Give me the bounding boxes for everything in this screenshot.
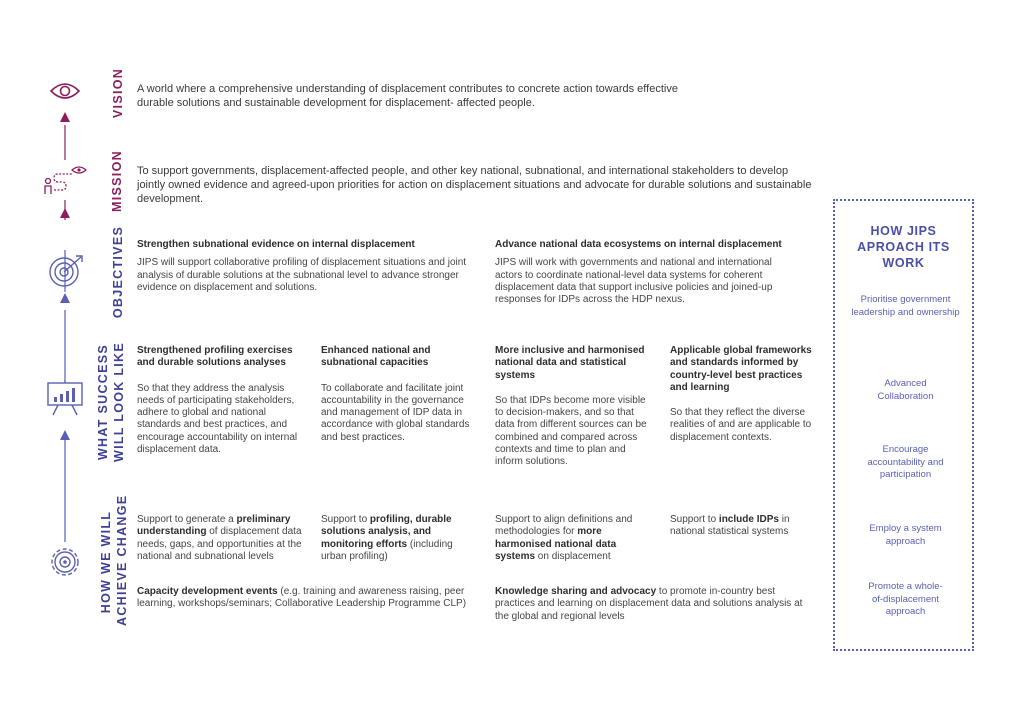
success-body: So that IDPs become more visible to decision-makers, and so that data from different sources can be combined and compared across contexts and time to plan and inform solutions. <box>495 394 647 468</box>
success-body: To collaborate and facilitate joint accountability in the governance and management of IDP data in accordance with global standards and best practices. <box>321 382 470 443</box>
presentation-chart-icon <box>46 380 84 416</box>
eye-icon <box>50 80 80 102</box>
objective-title: Strengthen subnational evidence on internal displacement <box>137 239 415 250</box>
row-label-mission: MISSION <box>110 150 124 212</box>
vision-text: A world where a comprehensive understanding of displacement contributes to concrete action towards effective durable solutions and sustainable development for displacement- affected people. <box>137 83 678 109</box>
success-body: So that they address the analysis needs of participating stakeholders, adhere to global and national standards and best practices, and encourage accountability on internal displacement data. <box>137 382 298 456</box>
success-title: Applicable global frameworks and standards informed by country-level best practices and learning <box>670 345 812 393</box>
approach-item: Employ a system approach <box>869 523 942 547</box>
success-4 <box>670 345 820 444</box>
objective-body: JIPS will work with governments and national and international actors to coordinate national-level data systems for coherent displacement data that support inclusive policies and joined-up responses for IDPs across the HDP nexus. <box>495 257 773 306</box>
gear-icon <box>46 543 84 581</box>
journey-icon <box>42 166 88 196</box>
progress-arrow-column <box>30 60 100 600</box>
row-label-vision: VISION <box>111 67 125 119</box>
change-3: Support to align definitions and methodologies for more harmonised national data systems on displacement <box>495 514 633 562</box>
approach-title: HOW JIPS APROACH ITS WORK <box>857 224 950 270</box>
change-bottom-1: Capacity development events (e.g. training and awareness raising, peer learning, workshops/seminars; Collaborative Leadership Programme CLP) <box>137 586 467 610</box>
change-1: Support to generate a preliminary understanding of displacement data needs, gaps, and opportunities at the national and subnational levels <box>137 514 302 562</box>
mission-text: To support governments, displacement-affected people, and other key national, subnational, and international stakeholders to develop jointly owned evidence and agreed-upon priorities for action on displacement situations and advocate for durable solutions and sustainable development. <box>137 165 812 205</box>
success-title: Enhanced national and subnational capacities <box>321 345 431 369</box>
approach-item: Advanced Collaboration <box>877 378 934 402</box>
success-3 <box>495 345 655 469</box>
success-1 <box>137 345 305 456</box>
objective-2 <box>495 239 795 306</box>
objective-1 <box>137 239 467 294</box>
row-label-change: HOW WE WILL ACHIEVE CHANGE <box>99 494 129 626</box>
success-body: So that they reflect the diverse realities of and are applicable to displacement contexts. <box>670 407 812 443</box>
success-title: More inclusive and harmonised national data and statistical systems <box>495 345 645 381</box>
row-label-objectives: OBJECTIVES <box>111 225 125 319</box>
target-icon <box>48 254 86 288</box>
change-2: Support to profiling, durable solutions analysis, and monitoring efforts (including urban profiling) <box>321 514 453 562</box>
row-label-success: WHAT SUCCESS WILL LOOK LIKE <box>96 341 126 463</box>
change-bottom-2: Knowledge sharing and advocacy to promote in-country best practices and learning on displacement data and solutions analysis at the global and regional levels <box>495 586 803 622</box>
approach-item: Encourage accountability and participation <box>867 444 944 480</box>
objective-body: JIPS will support collaborative profiling of displacement situations and joint analysis of durable solutions at the subnational level to advance stronger evidence on displacement and solutions. <box>137 257 467 293</box>
change-4: Support to include IDPs in national statistical systems <box>670 514 790 538</box>
objective-title: Advance national data ecosystems on internal displacement <box>495 239 782 250</box>
approach-panel <box>833 199 974 651</box>
success-2 <box>321 345 481 444</box>
approach-item: Promote a whole-of-displacement approach <box>868 581 943 617</box>
success-title: Strengthened profiling exercises and durable solutions analyses <box>137 345 293 369</box>
approach-item: Prioritise government leadership and ownership <box>851 294 960 318</box>
